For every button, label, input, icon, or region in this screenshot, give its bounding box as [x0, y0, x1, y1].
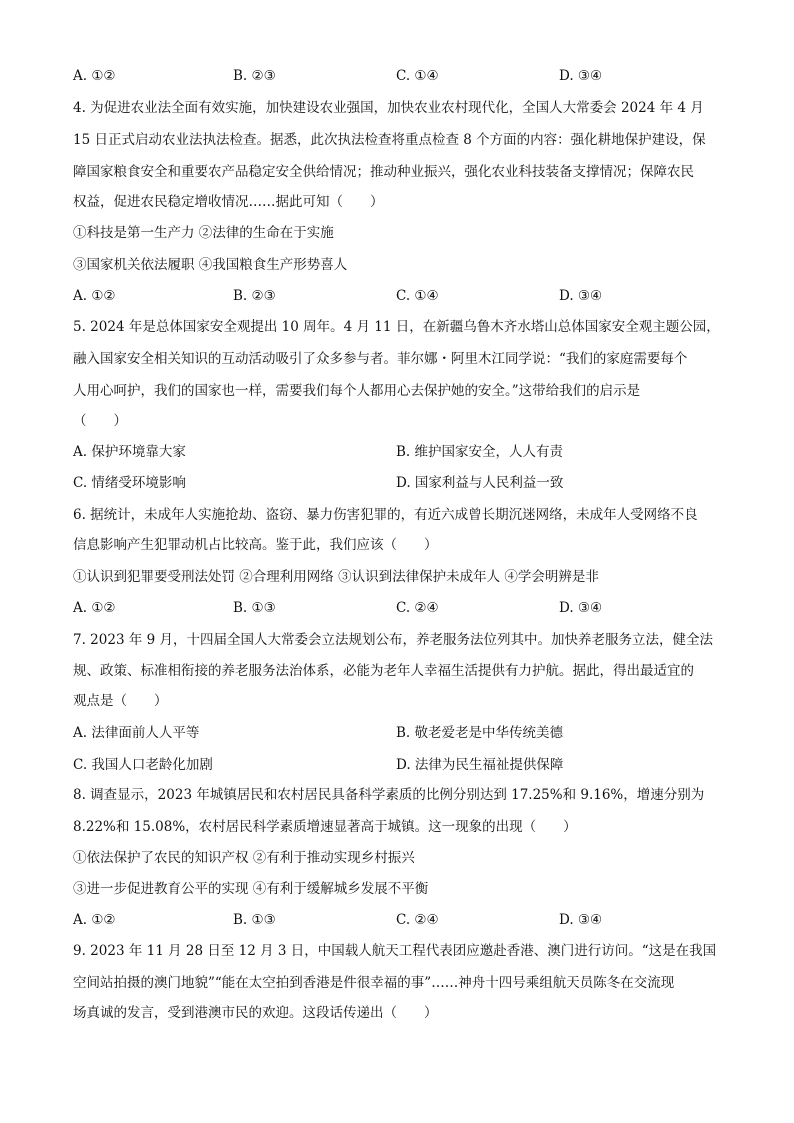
q4-option-b[interactable]: B. ②③	[233, 288, 276, 304]
q4-stem-line: 4. 为促进农业法全面有效实施，加快建设农业强国，加快农业农村现代化，全国人大常委会 2024 年 4 月	[73, 100, 704, 116]
q5-stem-line: 融入国家安全相关知识的互动活动吸引了众多参与者。菲尔娜・阿里木江同学说：“我们的家庭需要每个	[73, 351, 688, 367]
q3-option-a[interactable]: A. ①②	[73, 68, 116, 84]
q3-option-d[interactable]: D. ③④	[559, 68, 603, 84]
q4-statements: ③国家机关依法履职 ④我国粮食生产形势喜人	[73, 257, 348, 273]
q9-stem-line: 9. 2023 年 11 月 28 日至 12 月 3 日，中国载人航天工程代表团应邀赴香港、澳门进行访问。“这是在我国	[73, 943, 717, 959]
q6-statements: ①认识到犯罪要受刑法处罚 ②合理利用网络 ③认识到法律保护未成年人 ④学会明辨是非	[73, 569, 599, 585]
q8-option-c[interactable]: C. ②④	[396, 912, 439, 928]
q8-option-a[interactable]: A. ①②	[73, 912, 116, 928]
q6-option-a[interactable]: A. ①②	[73, 600, 116, 616]
q4-statements: ①科技是第一生产力 ②法律的生命在于实施	[73, 225, 334, 241]
q4-option-c[interactable]: C. ①④	[396, 288, 439, 304]
q7-option-c[interactable]: C. 我国人口老龄化加剧	[73, 757, 213, 773]
q8-option-d[interactable]: D. ③④	[559, 912, 603, 928]
q8-option-b[interactable]: B. ①③	[233, 912, 276, 928]
q7-stem-line: 规、政策、标准相衔接的养老服务法治体系，必能为老年人幸福生活提供有力护航。据此，得出最适宜的	[73, 663, 694, 679]
q4-option-a[interactable]: A. ①②	[73, 288, 116, 304]
q3-option-b[interactable]: B. ②③	[233, 68, 276, 84]
q7-stem-line: 7. 2023 年 9 月，十四届全国人大常委会立法规划公布，养老服务法位列其中。加快养老服务立法，健全法	[73, 632, 713, 648]
q6-option-c[interactable]: C. ②④	[396, 600, 439, 616]
q9-stem-line: 空间站拍摄的澳门地貌”“能在太空拍到香港是件很幸福的事”……神舟十四号乘组航天员陈冬在交流现	[73, 975, 675, 991]
q4-stem-line: 权益，促进农民稳定增收情况……据此可知（ ）	[73, 194, 384, 210]
q4-option-d[interactable]: D. ③④	[559, 288, 603, 304]
q6-stem-line: 6. 据统计，未成年人实施抢劫、盗窃、暴力伤害犯罪的，有近六成曾长期沉迷网络，未成年人受网络不良	[73, 507, 698, 523]
q7-stem-line: 观点是（ ）	[73, 693, 168, 709]
q8-stem-line: 8.22%和 15.08%，农村居民科学素质增速显著高于城镇。这一现象的出现（ ）	[73, 819, 577, 835]
q5-stem-line: 人用心呵护，我们的国家也一样，需要我们每个人都用心去保护她的安全。”这带给我们的启示是	[73, 383, 641, 399]
q5-option-a[interactable]: A. 保护环境靠大家	[73, 444, 186, 460]
q5-stem-line: （ ）	[73, 413, 127, 429]
q4-stem-line: 障国家粮食安全和重要农产品稳定安全供给情况；推动种业振兴，强化农业科技装备支撑情况；保障农民	[73, 164, 694, 180]
q5-option-b[interactable]: B. 维护国家安全，人人有责	[396, 444, 564, 460]
q4-stem-line: 15 日正式启动农业法执法检查。据悉，此次执法检查将重点检查 8 个方面的内容：强化耕地保护建设，保	[73, 132, 706, 148]
q5-option-d[interactable]: D. 国家利益与人民利益一致	[396, 475, 564, 491]
q5-option-c[interactable]: C. 情绪受环境影响	[73, 475, 186, 491]
q8-statements: ①依法保护了农民的知识产权 ②有利于推动实现乡村振兴	[73, 850, 415, 866]
q3-option-c[interactable]: C. ①④	[396, 68, 439, 84]
q8-stem-line: 8. 调查显示，2023 年城镇居民和农村居民具备科学素质的比例分别达到 17.25%和 9.16%，增速分别为	[73, 787, 705, 803]
q7-option-a[interactable]: A. 法律面前人人平等	[73, 725, 200, 741]
q6-option-d[interactable]: D. ③④	[559, 600, 603, 616]
q8-statements: ③进一步促进教育公平的实现 ④有利于缓解城乡发展不平衡	[73, 881, 429, 897]
q5-stem-line: 5. 2024 年是总体国家安全观提出 10 周年。4 月 11 日，在新疆乌鲁木齐水塔山总体国家安全观主题公园，	[73, 319, 720, 335]
q9-stem-line: 场真诚的发言，受到港澳市民的欢迎。这段话传递出（ ）	[73, 1005, 438, 1021]
q7-option-d[interactable]: D. 法律为民生福祉提供保障	[396, 757, 564, 773]
q7-option-b[interactable]: B. 敬老爱老是中华传统美德	[396, 725, 564, 741]
q6-stem-line: 信息影响产生犯罪动机占比较高。鉴于此，我们应该（ ）	[73, 537, 438, 553]
q6-option-b[interactable]: B. ①③	[233, 600, 276, 616]
